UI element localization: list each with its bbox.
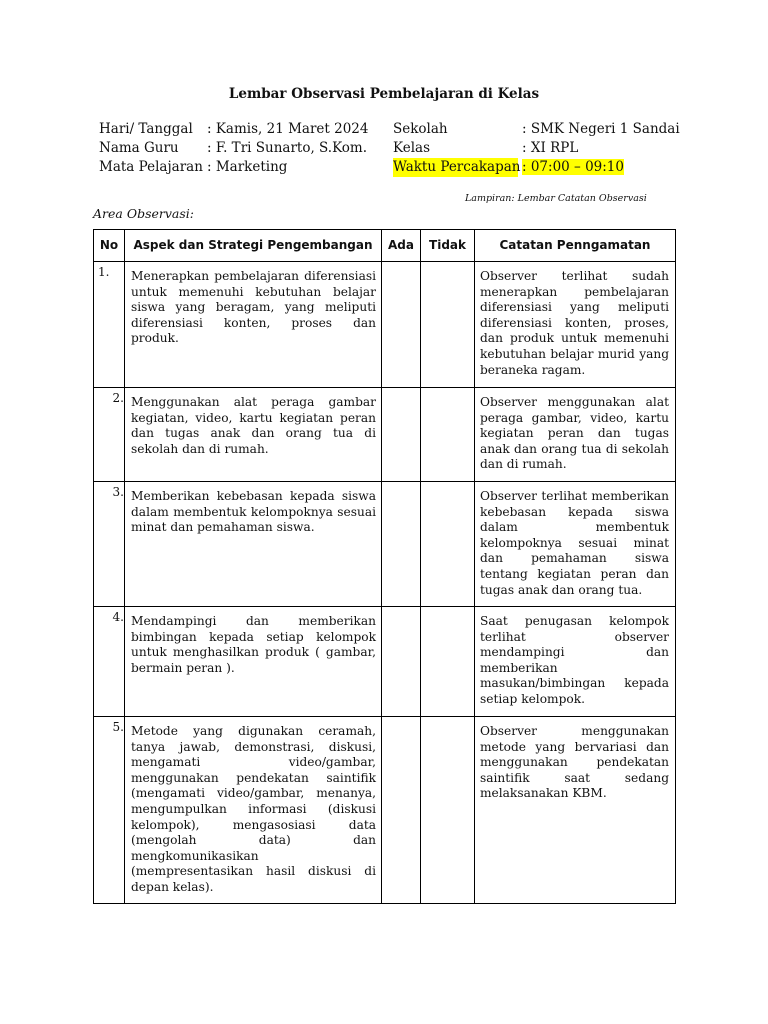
aspek-cell <box>125 482 382 607</box>
aspek-text: Memberikan kebebasan kepada siswa dalam membentuk kelompoknya sesuai minat dan pemahaman siswa. <box>131 489 376 535</box>
tidak-cell[interactable] <box>421 607 475 717</box>
info-value-highlighted: : 07:00 – 09:10 <box>522 159 624 175</box>
catatan-cell <box>475 388 676 482</box>
aspek-text: Menggunakan alat peraga gambar kegiatan, video, kartu kegiatan peran dan tugas anak dan orang tua di sekolah dan di rumah. <box>131 395 376 456</box>
catatan-text: Observer menggunakan metode yang bervariasi dan menggunakan pendekatan saintifik saat sedang melaksanakan KBM. <box>480 724 669 801</box>
catatan-cell <box>475 607 676 717</box>
info-label: Mata Pelajaran <box>99 159 203 175</box>
info-value: : Kamis, 21 Maret 2024 <box>207 121 369 137</box>
aspek-cell <box>125 717 382 904</box>
row-number-cell <box>94 607 125 717</box>
row-number-cell <box>94 482 125 607</box>
tidak-cell[interactable] <box>421 388 475 482</box>
catatan-cell <box>475 262 676 388</box>
info-row-nama-guru <box>99 139 368 158</box>
info-value: : XI RPL <box>522 140 579 156</box>
catatan-cell <box>475 717 676 904</box>
info-label: Nama Guru <box>99 140 179 156</box>
aspek-text: Mendampingi dan memberikan bimbingan kepada setiap kelompok untuk menghasilkan produk ( gambar, bermain peran ). <box>131 614 376 675</box>
info-value: : SMK Negeri 1 Sandai <box>522 121 680 137</box>
table-row <box>94 388 676 482</box>
header-aspek: Aspek dan Strategi Pengembangan <box>125 230 382 262</box>
row-number: 1. <box>98 265 110 279</box>
ada-cell[interactable] <box>382 717 421 904</box>
aspek-text: Menerapkan pembelajaran diferensiasi untuk memenuhi kebutuhan belajar siswa yang beragam, yang meliputi diferensiasi konten, proses dan produk. <box>131 269 376 346</box>
aspek-text: Metode yang digunakan ceramah, tanya jawab, demonstrasi, diskusi, mengamati video/gambar, menggunakan pendekatan saintifik (mengamati video/gambar, menanya, mengumpulkan informasi (diskusi kelompok), mengasosiasi data (mengolah data) dan mengkomunikasikan (mempresentasikan hasil diskusi di depan kelas). <box>131 724 376 894</box>
catatan-text: Saat penugasan kelompok terlihat observer mendampingi dan memberikan masukan/bimbingan kepada setiap kelompok. <box>480 614 669 706</box>
ada-cell[interactable] <box>382 388 421 482</box>
header-catatan: Catatan Penngamatan <box>475 230 676 262</box>
info-label: Sekolah <box>393 121 448 137</box>
row-number-cell <box>94 262 125 388</box>
area-observasi-label: Area Observasi: <box>93 206 195 221</box>
observation-table <box>93 229 676 904</box>
header-ada: Ada <box>382 230 421 262</box>
row-number: 4. <box>112 610 124 624</box>
tidak-cell[interactable] <box>421 262 475 388</box>
header-no: No <box>94 230 125 262</box>
aspek-cell <box>125 388 382 482</box>
catatan-text: Observer menggunakan alat peraga gambar, video, kartu kegiatan peran dan tugas anak dan orang tua di sekolah dan di rumah. <box>480 395 669 472</box>
catatan-text: Observer terlihat memberikan kebebasan kepada siswa dalam membentuk kelompoknya sesuai minat dan pemahaman siswa tentang kegiatan peran dan tugas anak dan orang tua. <box>480 489 669 597</box>
table-header-row <box>94 230 676 262</box>
row-number-cell <box>94 717 125 904</box>
row-number: 5. <box>112 720 124 734</box>
row-number: 3. <box>112 485 124 499</box>
lampiran-note: Lampiran: Lembar Catatan Observasi <box>465 193 647 204</box>
aspek-cell <box>125 607 382 717</box>
info-row-hari-tanggal <box>99 120 368 139</box>
row-number-cell <box>94 388 125 482</box>
table-row <box>94 262 676 388</box>
info-left-block <box>99 120 368 177</box>
catatan-cell <box>475 482 676 607</box>
catatan-text: Observer terlihat sudah menerapkan pembelajaran diferensiasi yang meliputi diferensiasi konten, proses, dan produk untuk memenuhi kebutuhan belajar murid yang beraneka ragam. <box>480 269 669 377</box>
table-row <box>94 607 676 717</box>
info-row-waktu <box>393 158 680 177</box>
ada-cell[interactable] <box>382 262 421 388</box>
row-number: 2. <box>112 391 124 405</box>
info-row-sekolah <box>393 120 680 139</box>
info-label: Hari/ Tanggal <box>99 121 193 137</box>
page-title: Lembar Observasi Pembelajaran di Kelas <box>228 86 540 102</box>
ada-cell[interactable] <box>382 482 421 607</box>
info-row-kelas <box>393 139 680 158</box>
ada-cell[interactable] <box>382 607 421 717</box>
info-value: : Marketing <box>207 159 288 175</box>
header-tidak: Tidak <box>421 230 475 262</box>
info-label: Kelas <box>393 140 431 156</box>
tidak-cell[interactable] <box>421 482 475 607</box>
info-value: : F. Tri Sunarto, S.Kom. <box>207 140 368 156</box>
tidak-cell[interactable] <box>421 717 475 904</box>
table-row <box>94 482 676 607</box>
table-row <box>94 717 676 904</box>
info-label-highlighted: Waktu Percakapan <box>393 159 521 175</box>
info-row-mata-pelajaran <box>99 158 368 177</box>
info-right-block <box>393 120 680 177</box>
aspek-cell <box>125 262 382 388</box>
